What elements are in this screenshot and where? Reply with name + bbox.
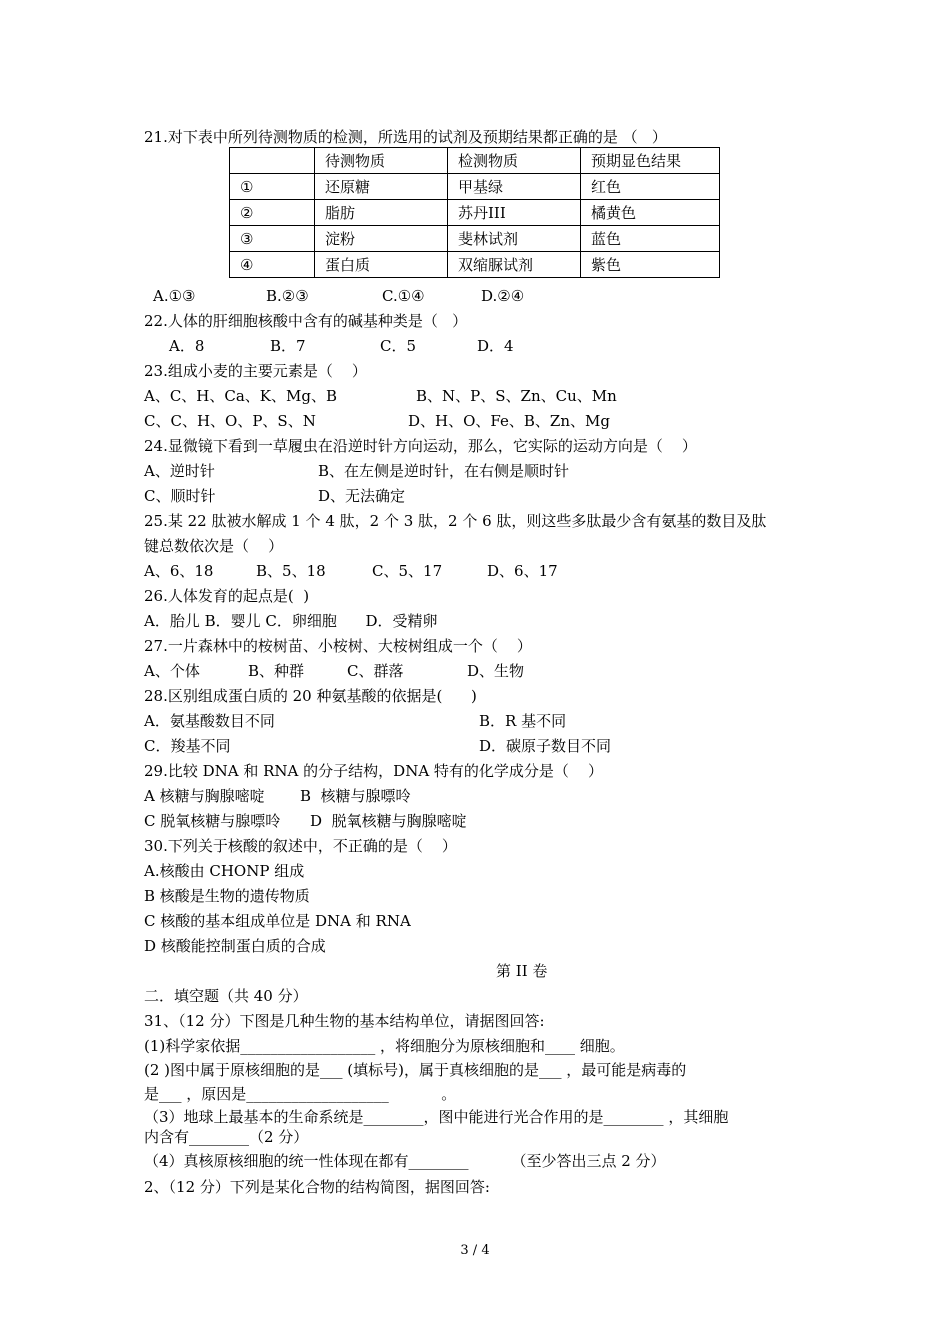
- q23-option-c: C、C、H、O、P、S、N: [144, 412, 316, 430]
- table-cell: ②: [230, 200, 315, 226]
- q24-option-b: B、在左侧是逆时针，在右侧是顺时针: [318, 462, 570, 480]
- q26-options: A．胎儿 B．婴儿 C．卵细胞 D．受精卵: [144, 612, 438, 630]
- table-cell: 蓝色: [581, 226, 720, 252]
- table-cell: 苏丹III: [448, 200, 581, 226]
- q21-option-a: A.①③: [153, 287, 196, 305]
- table-cell: ③: [230, 226, 315, 252]
- q30-option-d: D 核酸能控制蛋白质的合成: [144, 937, 326, 955]
- q25-option-a: A、6、18: [144, 562, 214, 580]
- q29-option-d: D 脱氧核糖与胸腺嘧啶: [310, 812, 467, 830]
- q23-option-a: A、C、H、Ca、K、Mg、B: [144, 387, 338, 405]
- q31-part2-line1: (2 )图中属于原核细胞的是___ (填标号)，属于真核细胞的是___ ，最可能是病毒的: [144, 1061, 687, 1079]
- reagent-table: [229, 147, 720, 278]
- q25-option-d: D、6、17: [487, 562, 558, 580]
- table-cell: 红色: [581, 174, 720, 200]
- table-row: [230, 226, 720, 252]
- q24-option-a: A、逆时针: [144, 462, 215, 480]
- table-row: [230, 200, 720, 226]
- table-cell: 紫色: [581, 252, 720, 278]
- q28-option-c: C．羧基不同: [144, 737, 231, 755]
- q31-part1: (1)科学家依据__________________ ，将细胞分为原核细胞和____ 细胞。: [144, 1037, 625, 1055]
- q32-stem: 2、（12 分）下列是某化合物的结构简图，据图回答:: [144, 1178, 490, 1196]
- q25-stem-line1: 25.某 22 肽被水解成 1 个 4 肽，2 个 3 肽，2 个 6 肽，则这些多肽最少含有氨基的数目及肽: [144, 512, 767, 530]
- page-number: 3 / 4: [460, 1243, 490, 1258]
- table-cell: 还原糖: [315, 174, 448, 200]
- q30-option-b: B 核酸是生物的遗传物质: [144, 887, 310, 905]
- table-cell: 橘黄色: [581, 200, 720, 226]
- q30-option-c: C 核酸的基本组成单位是 DNA 和 RNA: [144, 912, 411, 930]
- q24-stem: 24.显微镜下看到一草履虫在沿逆时针方向运动，那么，它实际的运动方向是（ ）: [144, 437, 697, 455]
- table-header: 检测物质: [448, 148, 581, 174]
- table-cell: 脂肪: [315, 200, 448, 226]
- table-header: [230, 148, 315, 174]
- table-cell: ①: [230, 174, 315, 200]
- q21-option-b: B.②③: [266, 287, 309, 305]
- q29-option-c: C 脱氧核糖与腺嘌呤: [144, 812, 281, 830]
- table-row: [230, 252, 720, 278]
- q31-part2-line2: 是___ ，原因是___________________ 。: [144, 1085, 457, 1103]
- q22-option-b: B．7: [270, 337, 306, 355]
- q31-part3-line2: 内含有________（2 分）: [144, 1128, 309, 1146]
- q22-option-d: D．4: [477, 337, 514, 355]
- q25-stem-line2: 键总数依次是（ ）: [144, 537, 284, 555]
- q25-option-c: C、5、17: [372, 562, 443, 580]
- table-cell: ④: [230, 252, 315, 278]
- q22-stem: 22.人体的肝细胞核酸中含有的碱基种类是（ ）: [144, 312, 468, 330]
- q29-stem: 29.比较 DNA 和 RNA 的分子结构，DNA 特有的化学成分是（ ）: [144, 762, 603, 780]
- q21-option-c: C.①④: [382, 287, 425, 305]
- q22-option-a: A．8: [169, 337, 205, 355]
- q26-stem: 26.人体发育的起点是( ): [144, 587, 310, 605]
- table-header: 待测物质: [315, 148, 448, 174]
- table-cell: 甲基绿: [448, 174, 581, 200]
- table-cell: 蛋白质: [315, 252, 448, 278]
- q31-part4: （4）真核原核细胞的统一性体现在都有________ （至少答出三点 2 分）: [144, 1152, 666, 1170]
- q30-stem: 30.下列关于核酸的叙述中，不正确的是（ ）: [144, 837, 457, 855]
- q24-option-d: D、无法确定: [318, 487, 406, 505]
- q28-option-a: A．氨基酸数目不同: [144, 712, 275, 730]
- q24-option-c: C、顺时针: [144, 487, 216, 505]
- q21-option-d: D.②④: [481, 287, 525, 305]
- q28-option-d: D．碳原子数目不同: [479, 737, 612, 755]
- table-header-row: [230, 148, 720, 174]
- q28-stem: 28.区别组成蛋白质的 20 种氨基酸的依据是( ): [144, 687, 477, 705]
- q29-option-b: B 核糖与腺嘌呤: [300, 787, 411, 805]
- section-heading: 二．填空题（共 40 分）: [144, 987, 308, 1005]
- table-header: 预期显色结果: [581, 148, 720, 174]
- q31-stem: 31、（12 分）下图是几种生物的基本结构单位，请据图回答:: [144, 1012, 545, 1030]
- table-cell: 淀粉: [315, 226, 448, 252]
- q27-option-a: A、个体: [144, 662, 200, 680]
- table-row: [230, 174, 720, 200]
- section-title: 第 II 卷: [496, 962, 548, 980]
- q27-option-b: B、种群: [248, 662, 305, 680]
- q23-option-d: D、H、O、Fe、B、Zn、Mg: [408, 412, 610, 430]
- q27-stem: 27.一片森林中的桉树苗、小桉树、大桉树组成一个（ ）: [144, 637, 532, 655]
- q31-part3-line1: （3）地球上最基本的生命系统是________，图中能进行光合作用的是________ ，其细胞: [144, 1108, 729, 1126]
- table-cell: 斐林试剂: [448, 226, 581, 252]
- q28-option-b: B．R 基不同: [479, 712, 567, 730]
- q30-option-a: A.核酸由 CHONP 组成: [144, 862, 305, 880]
- q23-option-b: B、N、P、S、Zn、Cu、Mn: [416, 387, 617, 405]
- q23-stem: 23.组成小麦的主要元素是（ ）: [144, 362, 367, 380]
- q27-option-d: D、生物: [467, 662, 525, 680]
- q25-option-b: B、5、18: [256, 562, 326, 580]
- table-cell: 双缩脲试剂: [448, 252, 581, 278]
- q22-option-c: C．5: [380, 337, 417, 355]
- q29-option-a: A 核糖与胸腺嘧啶: [144, 787, 265, 805]
- q21-stem: 21.对下表中所列待测物质的检测，所选用的试剂及预期结果都正确的是 （ ）: [144, 128, 667, 146]
- q27-option-c: C、群落: [347, 662, 404, 680]
